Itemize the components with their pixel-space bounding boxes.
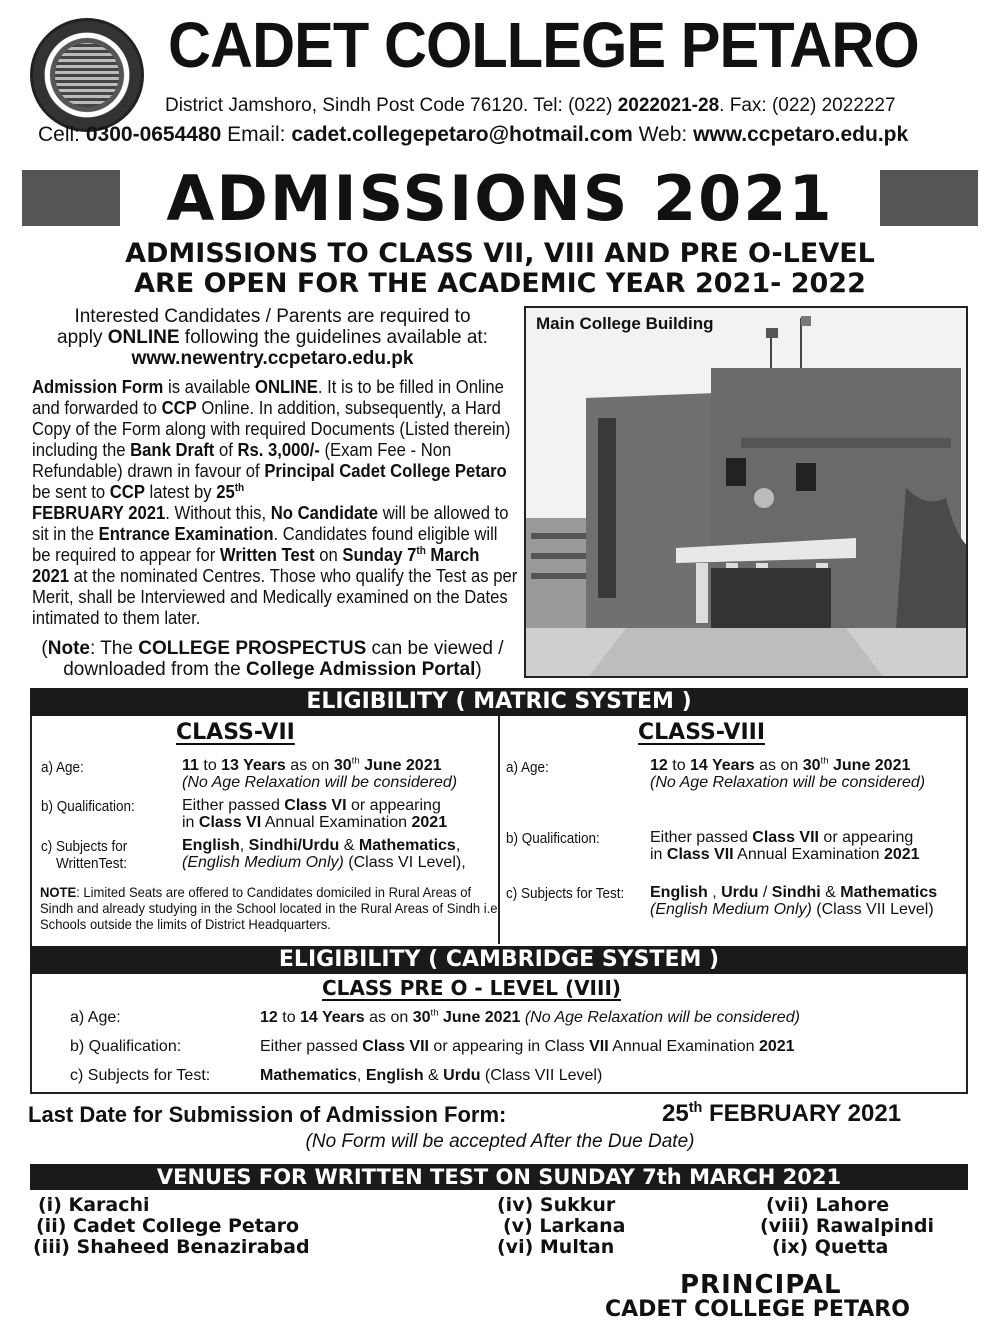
signature-college: CADET COLLEGE PETARO <box>605 1297 910 1322</box>
venue-item: (vi) Multan <box>497 1236 615 1258</box>
class-vii-age-value: 11 to 13 Years as on 30th June 2021 <box>182 755 442 774</box>
logo-emblem <box>55 43 119 107</box>
column-divider <box>498 716 500 944</box>
cambridge-qual-label: b) Qualification: <box>70 1038 182 1055</box>
class-viii-title: CLASS-VIII <box>638 720 766 745</box>
pre-o-level-title: CLASS PRE O - LEVEL (VIII) <box>322 976 622 1000</box>
venue-item: (viii) Rawalpindi <box>760 1215 934 1237</box>
cambridge-subj-value: Mathematics, English & Urdu (Class VII Level) <box>260 1067 603 1084</box>
admissions-subtitle-2: ARE OPEN FOR THE ACADEMIC YEAR 2021- 2022 <box>134 268 866 299</box>
class-viii-subj-label: c) Subjects for Test: <box>506 885 625 902</box>
venue-item: (iv) Sukkur <box>497 1194 616 1216</box>
college-address: District Jamshoro, Sindh Post Code 76120. Tel: (022) 2022021-28. Fax: (022) 2022227 <box>165 95 896 116</box>
intro-text: Interested Candidates / Parents are required to apply ONLINE following the guidelines available at: www.newentry.ccpetaro.edu.pk <box>25 306 520 369</box>
signature-title: PRINCIPAL <box>680 1270 842 1300</box>
class-vii-subj-label-2: WrittenTest: <box>56 855 128 872</box>
venue-item: (v) Larkana <box>503 1215 626 1237</box>
venues-heading: VENUES FOR WRITTEN TEST ON SUNDAY 7th MARCH 2021 <box>30 1164 968 1190</box>
web-link[interactable]: www.ccpetaro.edu.pk <box>693 123 909 146</box>
class-vii-note: NOTE: Limited Seats are offered to Candidates domiciled in Rural Areas of Sindh and already studying in the School located in the Rural Areas of Sindh i.e Schools outside the limits of District Headquarters. <box>40 884 498 932</box>
building-illustration <box>526 308 968 678</box>
contact-line: Cell: 0300-0654480 Email: cadet.collegepetaro@hotmail.com Web: www.ccpetaro.edu.pk <box>38 123 909 146</box>
college-logo <box>30 18 144 132</box>
photo-caption: Main College Building <box>536 314 714 333</box>
cambridge-age-value: 12 to 14 Years as on 30th June 2021 (No Age Relaxation will be considered) <box>260 1007 800 1026</box>
class-vii-subj-line1: English, Sindhi/Urdu & Mathematics, <box>182 837 461 854</box>
class-vii-qual-line1: Either passed Class VI or appearing <box>182 797 441 814</box>
class-vii-subj-line2: (English Medium Only) (Class VI Level), <box>182 854 466 871</box>
class-vii-qual-line2: in Class VI Annual Examination 2021 <box>182 814 448 831</box>
class-viii-qual-line1: Either passed Class VII or appearing <box>650 829 914 846</box>
banner-bar-left <box>22 170 120 226</box>
class-viii-qual-label: b) Qualification: <box>506 830 600 847</box>
class-viii-age-label: a) Age: <box>506 759 549 776</box>
matric-heading: ELIGIBILITY ( MATRIC SYSTEM ) <box>30 688 968 716</box>
deadline-label: Last Date for Submission of Admission Form: <box>28 1102 507 1127</box>
deadline-date: 25th FEBRUARY 2021 <box>662 1100 902 1127</box>
college-title: CADET COLLEGE PETARO <box>168 9 919 81</box>
class-viii-qual-line2: in Class VII Annual Examination 2021 <box>650 846 920 863</box>
class-viii-subj-line1: English , Urdu / Sindhi & Mathematics <box>650 884 938 901</box>
venue-item: (vii) Lahore <box>766 1194 890 1216</box>
deadline-note: (No Form will be accepted After the Due Date) <box>305 1131 695 1152</box>
class-vii-subj-label-1: c) Subjects for <box>41 838 128 855</box>
class-vii-title: CLASS-VII <box>176 720 295 745</box>
cambridge-qual-value: Either passed Class VII or appearing in Class VII Annual Examination 2021 <box>260 1038 795 1055</box>
venue-item: (iii) Shaheed Benazirabad <box>33 1236 310 1258</box>
portal-url[interactable]: www.newentry.ccpetaro.edu.pk <box>131 348 414 369</box>
class-vii-age-note: (No Age Relaxation will be considered) <box>182 774 458 791</box>
banner-bar-right <box>880 170 978 226</box>
class-viii-age-note: (No Age Relaxation will be considered) <box>650 774 926 791</box>
college-building-photo <box>524 306 968 678</box>
venue-item: (ii) Cadet College Petaro <box>36 1215 300 1237</box>
class-vii-age-label: a) Age: <box>41 759 84 776</box>
admission-paragraph: Admission Form is available ONLINE. It is to be filled in Online and forwarded to CCP Online. In addition, subsequently, a Hard Copy of the Form along with required Documents (Listed therein) including the Bank Draft of Rs. 3,000/- (Exam Fee - Non Refundable) drawn in favour of Principal Cadet College Petaro be sent to CCP latest by 25th FEBRUARY 2021. Without this, No Candidate will be allowed to sit in the Entrance Examination. Candidates found eligible will be required to appear for Written Test on Sunday 7th March 2021 at the nominated Centres. Those who qualify the Test as per Merit, shall be Interviewed and Medically examined on the Dates intimated to them later. <box>32 376 518 628</box>
email-link[interactable]: cadet.collegepetaro@hotmail.com <box>291 123 633 146</box>
class-viii-age-value: 12 to 14 Years as on 30th June 2021 <box>650 755 911 774</box>
venue-item: (i) Karachi <box>38 1194 150 1216</box>
venue-item: (ix) Quetta <box>772 1236 889 1258</box>
cambridge-subj-label: c) Subjects for Test: <box>70 1067 211 1084</box>
class-viii-subj-line2: (English Medium Only) (Class VII Level) <box>650 901 934 918</box>
cambridge-heading: ELIGIBILITY ( CAMBRIDGE SYSTEM ) <box>30 946 968 974</box>
class-vii-qual-label: b) Qualification: <box>41 798 135 815</box>
cambridge-age-label: a) Age: <box>70 1009 121 1026</box>
admissions-title: ADMISSIONS 2021 <box>166 162 834 235</box>
prospectus-note: (Note: The COLLEGE PROSPECTUS can be viewed / downloaded from the College Admission Portal) <box>41 638 504 680</box>
admissions-subtitle-1: ADMISSIONS TO CLASS VII, VIII AND PRE O-LEVEL <box>125 238 875 269</box>
